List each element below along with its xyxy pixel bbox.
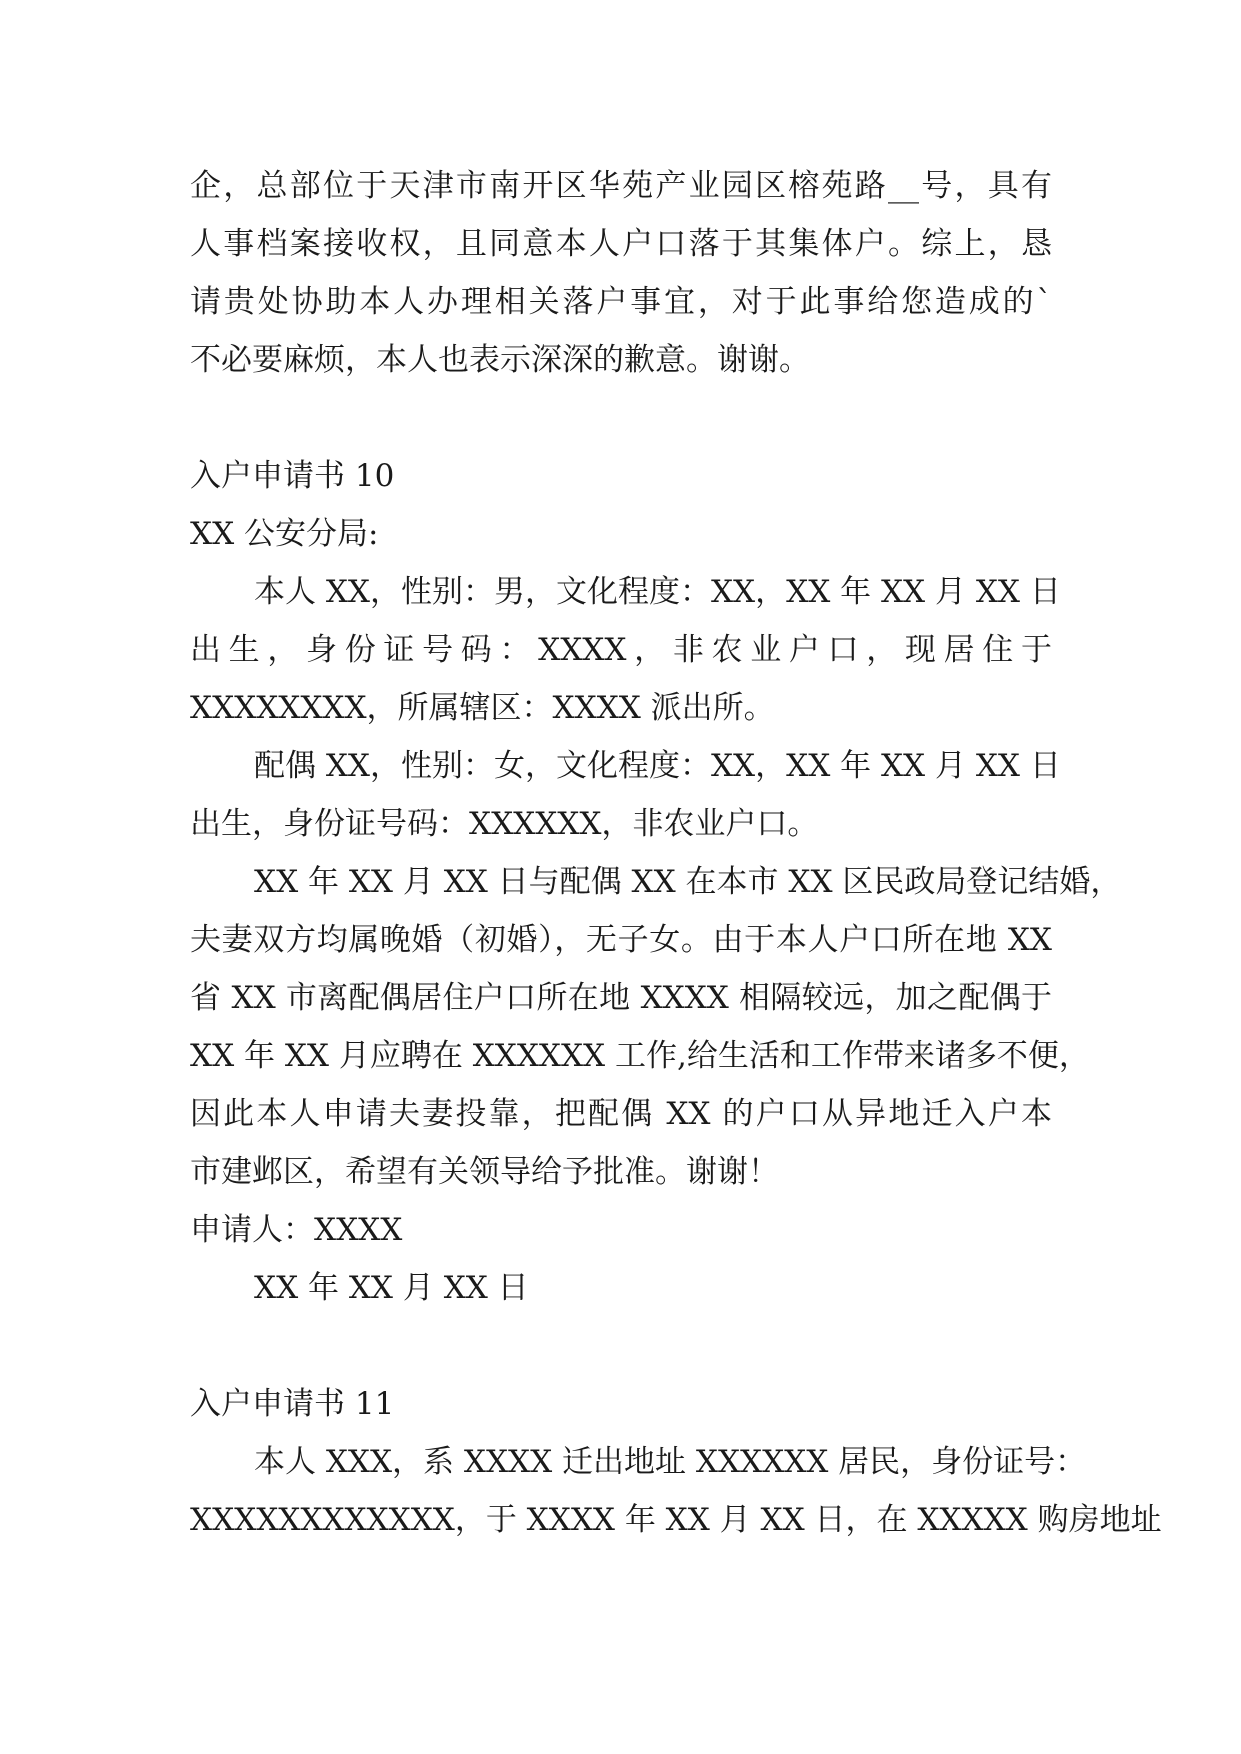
paragraph-line: 出生，身份证号码：XXXXXX，非农业户口。	[190, 806, 819, 842]
paragraph-line: 市建邺区，希望有关领导给予批准。谢谢！	[190, 1154, 779, 1190]
paragraph-line: 出生，身份证号码：XXXX，非农业户口，现居住于	[190, 632, 1052, 668]
paragraph-line: 企，总部位于天津市南开区华苑产业园区榕苑路__号，具有	[190, 168, 1052, 204]
paragraph-line: 夫妻双方均属晚婚（初婚），无子女。由于本人户口所在地 XX	[190, 922, 1052, 958]
paragraph-line: 因此本人申请夫妻投靠，把配偶 XX 的户口从异地迁入户本	[190, 1096, 1052, 1132]
paragraph-line: XX 年 XX 月应聘在 XXXXXX 工作,给生活和工作带来诸多不便，	[190, 1038, 1090, 1074]
paragraph-line: 省 XX 市离配偶居住户口所在地 XXXX 相隔较远，加之配偶于	[190, 980, 1052, 1016]
paragraph-line: 不必要麻烦，本人也表示深深的歉意。谢谢。	[190, 342, 810, 378]
application-date: XX 年 XX 月 XX 日	[254, 1270, 529, 1306]
paragraph-line: 本人 XXX，系 XXXX 迁出地址 XXXXXX 居民，身份证号：	[254, 1444, 1087, 1480]
salutation: XX 公安分局:	[190, 516, 379, 552]
section-title: 入户申请书 10	[190, 458, 395, 494]
section-title: 入户申请书 11	[190, 1386, 395, 1422]
paragraph-line: XXXXXXXXXXXX，于 XXXX 年 XX 月 XX 日，在 XXXXX 购房地址	[190, 1502, 1162, 1538]
document-page	[190, 0, 1162, 1754]
paragraph-line: XX 年 XX 月 XX 日与配偶 XX 在本市 XX 区民政局登记结婚，	[254, 864, 1122, 900]
paragraph-line: 请贵处协助本人办理相关落户事宜，对于此事给您造成的`	[190, 284, 1052, 320]
paragraph-line: XXXXXXXX，所属辖区：XXXX 派出所。	[190, 690, 775, 726]
applicant-signature: 申请人：XXXX	[190, 1212, 403, 1248]
paragraph-line: 人事档案接收权，且同意本人户口落于其集体户。综上，恳	[190, 226, 1052, 262]
paragraph-line: 配偶 XX，性别：女，文化程度：XX，XX 年 XX 月 XX 日	[254, 748, 1061, 784]
paragraph-line: 本人 XX，性别：男，文化程度：XX，XX 年 XX 月 XX 日	[254, 574, 1061, 610]
